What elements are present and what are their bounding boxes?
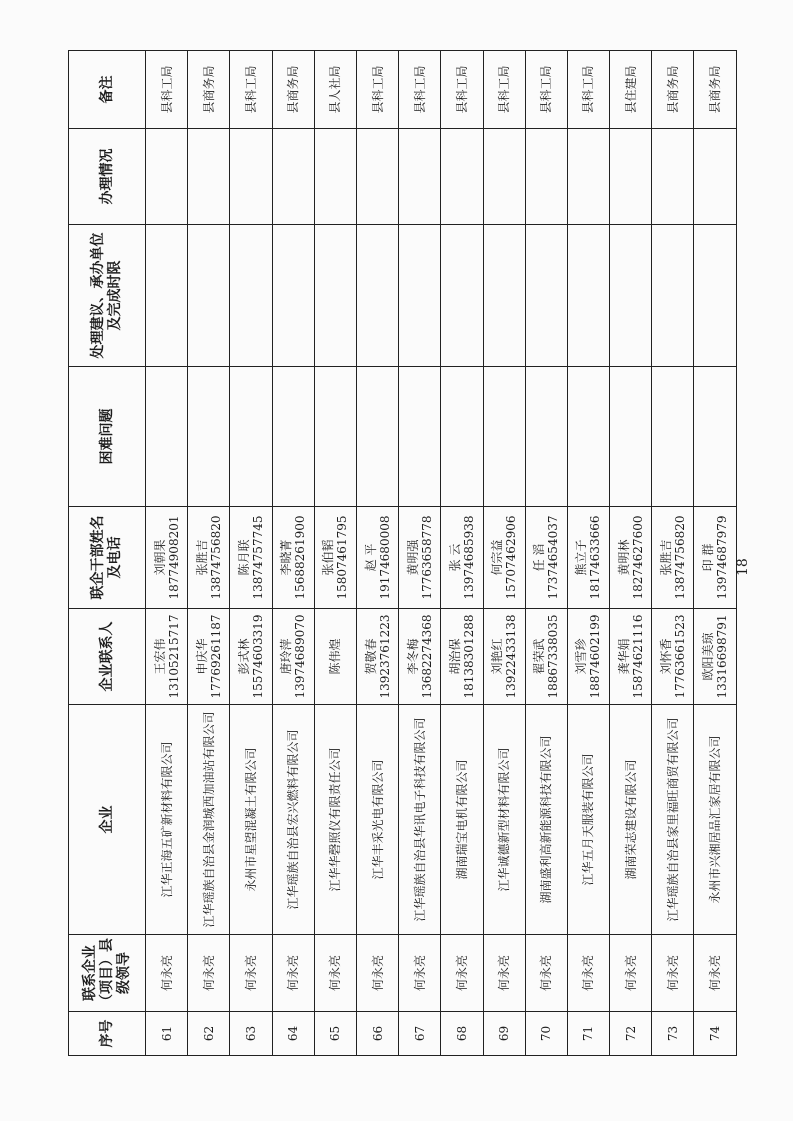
cell-company: 江华丰采光电有限公司 <box>356 705 398 935</box>
cell-company: 永州市星望混凝土有限公司 <box>230 705 272 935</box>
cell-suggestion <box>272 225 314 367</box>
cell-contact-phone: 18138301288 <box>461 614 476 699</box>
cell-cadre <box>610 507 652 609</box>
cell-note: 县商务局 <box>694 51 736 129</box>
cell-leader: 何永亮 <box>694 935 736 1012</box>
cell-contact-phone: 15874621116 <box>630 614 645 699</box>
cell-problem <box>314 367 356 507</box>
cell-cadre-phone: 13874756820 <box>672 515 687 600</box>
header-leader: 联系企业（项目）县级领导 <box>69 935 146 1012</box>
header-no: 序号 <box>69 1012 146 1056</box>
cell-no: 73 <box>652 1012 694 1056</box>
cell-company: 江华华磬照仪有限责任公司 <box>314 705 356 935</box>
cell-no: 68 <box>441 1012 483 1056</box>
cell-cadre-name: 李晓菁 <box>279 539 294 576</box>
cell-status <box>146 129 188 225</box>
cell-contact-name: 欧阳美琼 <box>701 632 716 681</box>
cell-leader: 何永亮 <box>483 935 525 1012</box>
cell-no: 74 <box>694 1012 736 1056</box>
cell-contact-name: 唐玲萍 <box>279 638 294 675</box>
cell-contact <box>694 609 736 705</box>
cell-cadre <box>652 507 694 609</box>
cell-company: 江华诚德新型材料有限公司 <box>483 705 525 935</box>
page-number: 18 <box>735 558 751 576</box>
cell-problem <box>483 367 525 507</box>
table-row <box>694 51 736 1056</box>
cell-company: 江华瑶族自治县华讯电子科技有限公司 <box>399 705 441 935</box>
cell-company: 湖南盛利高新能源科技有限公司 <box>525 705 567 935</box>
cell-note: 县科工局 <box>399 51 441 129</box>
cell-leader: 何永亮 <box>356 935 398 1012</box>
cell-cadre-phone: 13874757745 <box>250 515 265 600</box>
cell-cadre-name: 刘朝果 <box>152 539 167 576</box>
cell-status <box>399 129 441 225</box>
cell-leader: 何永亮 <box>567 935 609 1012</box>
cell-cadre <box>694 507 736 609</box>
header-cadre: 联企干部姓名及电话 <box>69 507 146 609</box>
cell-company: 江华瑶族自治县家里福旺商贸有限公司 <box>652 705 694 935</box>
cell-no: 64 <box>272 1012 314 1056</box>
cell-leader: 何永亮 <box>314 935 356 1012</box>
cell-contact-name: 申庆华 <box>194 638 209 675</box>
cell-status <box>567 129 609 225</box>
enterprise-contact-table <box>68 50 737 1056</box>
cell-note: 县商务局 <box>652 51 694 129</box>
table-body <box>146 51 737 1056</box>
cell-cadre-phone: 17763658778 <box>419 515 434 600</box>
cell-contact <box>146 609 188 705</box>
cell-contact-phone: 13105215717 <box>166 614 181 699</box>
cell-cadre-phone: 15688261900 <box>293 515 308 600</box>
cell-problem <box>610 367 652 507</box>
cell-contact-phone: 15574603319 <box>250 614 265 699</box>
cell-contact-phone: 17763661523 <box>672 614 687 699</box>
cell-contact-name: 刘怀香 <box>658 638 673 675</box>
cell-company: 江华正海五矿新材料有限公司 <box>146 705 188 935</box>
cell-no: 65 <box>314 1012 356 1056</box>
cell-suggestion <box>567 225 609 367</box>
cell-cadre-phone: 13974687979 <box>715 515 730 600</box>
cell-leader: 何永亮 <box>146 935 188 1012</box>
cell-note: 县科工局 <box>146 51 188 129</box>
cell-problem <box>441 367 483 507</box>
table-row <box>314 51 356 1056</box>
cell-no: 62 <box>188 1012 230 1056</box>
cell-note: 县住建局 <box>610 51 652 129</box>
cell-cadre-name: 赵 平 <box>363 543 378 572</box>
cell-problem <box>188 367 230 507</box>
cell-leader: 何永亮 <box>188 935 230 1012</box>
cell-cadre <box>399 507 441 609</box>
table-row <box>610 51 652 1056</box>
cell-no: 72 <box>610 1012 652 1056</box>
cell-leader: 何永亮 <box>272 935 314 1012</box>
cell-suggestion <box>356 225 398 367</box>
cell-contact <box>399 609 441 705</box>
cell-contact-name: 彭式林 <box>236 638 251 675</box>
cell-suggestion <box>399 225 441 367</box>
cell-cadre-name: 张伯韬 <box>321 539 336 576</box>
cell-no: 70 <box>525 1012 567 1056</box>
cell-note: 县人社局 <box>314 51 356 129</box>
cell-status <box>652 129 694 225</box>
cell-contact-phone: 13974689070 <box>293 614 308 699</box>
cell-cadre <box>314 507 356 609</box>
table-row <box>230 51 272 1056</box>
cell-status <box>483 129 525 225</box>
cell-status <box>525 129 567 225</box>
table-row <box>525 51 567 1056</box>
cell-contact-phone: 13922433138 <box>504 614 519 699</box>
cell-contact-name: 刘雪珍 <box>574 638 589 675</box>
cell-note: 县科工局 <box>356 51 398 129</box>
cell-status <box>230 129 272 225</box>
cell-company: 江华瑶族自治县宏兴燃料有限公司 <box>272 705 314 935</box>
cell-contact-name: 贺敬春 <box>363 638 378 675</box>
table-row <box>146 51 188 1056</box>
cell-cadre <box>567 507 609 609</box>
cell-contact <box>188 609 230 705</box>
cell-company: 江华瑶族自治县金润城西加油站有限公司 <box>188 705 230 935</box>
cell-note: 县科工局 <box>441 51 483 129</box>
cell-no: 69 <box>483 1012 525 1056</box>
cell-company: 永州市兴湘居品汇家居有限公司 <box>694 705 736 935</box>
cell-cadre-phone: 18274627600 <box>630 515 645 600</box>
cell-suggestion <box>314 225 356 367</box>
cell-cadre <box>188 507 230 609</box>
cell-contact-phone: 17769261187 <box>208 614 223 699</box>
cell-problem <box>146 367 188 507</box>
cell-contact <box>525 609 567 705</box>
cell-cadre-phone: 19174680008 <box>377 515 392 600</box>
cell-leader: 何永亮 <box>652 935 694 1012</box>
cell-cadre <box>356 507 398 609</box>
cell-contact <box>272 609 314 705</box>
header-note: 备注 <box>69 51 146 129</box>
table-row <box>567 51 609 1056</box>
cell-cadre-phone: 17374654037 <box>546 515 561 600</box>
cell-contact <box>230 609 272 705</box>
cell-suggestion <box>230 225 272 367</box>
cell-no: 63 <box>230 1012 272 1056</box>
header-company: 企业 <box>69 705 146 935</box>
cell-contact <box>356 609 398 705</box>
table-header-row <box>69 51 146 1056</box>
cell-cadre-phone: 15807461795 <box>335 515 350 600</box>
cell-problem <box>525 367 567 507</box>
cell-contact-phone: 13923761223 <box>377 614 392 699</box>
cell-suggestion <box>610 225 652 367</box>
cell-contact-phone: 18874602199 <box>588 614 603 699</box>
cell-cadre-name: 黄明强 <box>405 539 420 576</box>
cell-contact-name: 刘艳红 <box>490 638 505 675</box>
cell-contact <box>441 609 483 705</box>
cell-cadre-phone: 15707462906 <box>504 515 519 600</box>
cell-cadre-phone: 18774908201 <box>166 515 181 600</box>
table-row <box>441 51 483 1056</box>
cell-cadre-name: 熊立子 <box>574 539 589 576</box>
cell-cadre <box>272 507 314 609</box>
cell-cadre-name: 印 群 <box>701 543 716 572</box>
table-row <box>356 51 398 1056</box>
cell-status <box>441 129 483 225</box>
cell-suggestion <box>441 225 483 367</box>
cell-status <box>356 129 398 225</box>
cell-suggestion <box>652 225 694 367</box>
cell-contact-name: 胡治保 <box>447 638 462 675</box>
cell-cadre-name: 张胜吉 <box>658 539 673 576</box>
cell-leader: 何永亮 <box>610 935 652 1012</box>
cell-note: 县商务局 <box>188 51 230 129</box>
cell-status <box>610 129 652 225</box>
cell-contact-phone: 18867338035 <box>546 614 561 699</box>
cell-status <box>188 129 230 225</box>
cell-contact-name: 陈伟煌 <box>328 638 343 675</box>
cell-contact-phone: 13682274368 <box>419 614 434 699</box>
cell-no: 71 <box>567 1012 609 1056</box>
cell-note: 县科工局 <box>230 51 272 129</box>
cell-suggestion <box>525 225 567 367</box>
header-contact: 企业联系人 <box>69 609 146 705</box>
cell-problem <box>356 367 398 507</box>
cell-leader: 何永亮 <box>525 935 567 1012</box>
cell-suggestion <box>694 225 736 367</box>
cell-problem <box>272 367 314 507</box>
cell-contact-phone: 13316698791 <box>715 614 730 699</box>
cell-contact-name: 翟荣武 <box>532 638 547 675</box>
table-row <box>399 51 441 1056</box>
cell-note: 县科工局 <box>525 51 567 129</box>
cell-cadre-name: 陈月联 <box>236 539 251 576</box>
cell-cadre-phone: 13974685938 <box>461 515 476 600</box>
cell-no: 66 <box>356 1012 398 1056</box>
header-problem: 困难问题 <box>69 367 146 507</box>
cell-cadre-phone: 13874756820 <box>208 515 223 600</box>
header-status: 办理情况 <box>69 129 146 225</box>
cell-suggestion <box>483 225 525 367</box>
cell-contact-name: 李冬梅 <box>405 638 420 675</box>
cell-problem <box>399 367 441 507</box>
cell-no: 67 <box>399 1012 441 1056</box>
cell-note: 县科工局 <box>567 51 609 129</box>
cell-contact <box>610 609 652 705</box>
cell-company: 湖南瑞宝电机有限公司 <box>441 705 483 935</box>
cell-cadre-name: 黄明林 <box>616 539 631 576</box>
cell-leader: 何永亮 <box>230 935 272 1012</box>
cell-problem <box>230 367 272 507</box>
cell-leader: 何永亮 <box>441 935 483 1012</box>
cell-status <box>314 129 356 225</box>
cell-cadre <box>146 507 188 609</box>
cell-leader: 何永亮 <box>399 935 441 1012</box>
cell-cadre-name: 张胜吉 <box>194 539 209 576</box>
cell-cadre <box>525 507 567 609</box>
cell-contact-name: 王宏伟 <box>152 638 167 675</box>
cell-contact <box>567 609 609 705</box>
table-row <box>652 51 694 1056</box>
cell-cadre <box>483 507 525 609</box>
table-row <box>188 51 230 1056</box>
cell-contact <box>652 609 694 705</box>
table-row <box>483 51 525 1056</box>
cell-status <box>272 129 314 225</box>
cell-company: 江华五月天服装有限公司 <box>567 705 609 935</box>
cell-note: 县商务局 <box>272 51 314 129</box>
cell-contact-name: 龚华娟 <box>616 638 631 675</box>
cell-problem <box>652 367 694 507</box>
cell-contact <box>483 609 525 705</box>
cell-suggestion <box>146 225 188 367</box>
cell-status <box>694 129 736 225</box>
header-suggestion: 处理建议、承办单位及完成时限 <box>69 225 146 367</box>
cell-problem <box>694 367 736 507</box>
cell-cadre-name: 何宗益 <box>490 539 505 576</box>
cell-cadre-name: 任 滔 <box>532 543 547 572</box>
table-row <box>272 51 314 1056</box>
cell-company: 湖南荣志建设有限公司 <box>610 705 652 935</box>
cell-cadre <box>441 507 483 609</box>
cell-cadre-phone: 18174633666 <box>588 515 603 600</box>
cell-no: 61 <box>146 1012 188 1056</box>
cell-problem <box>567 367 609 507</box>
cell-cadre <box>230 507 272 609</box>
cell-cadre-name: 张 云 <box>447 543 462 572</box>
cell-suggestion <box>188 225 230 367</box>
cell-contact <box>314 609 356 705</box>
cell-note: 县科工局 <box>483 51 525 129</box>
